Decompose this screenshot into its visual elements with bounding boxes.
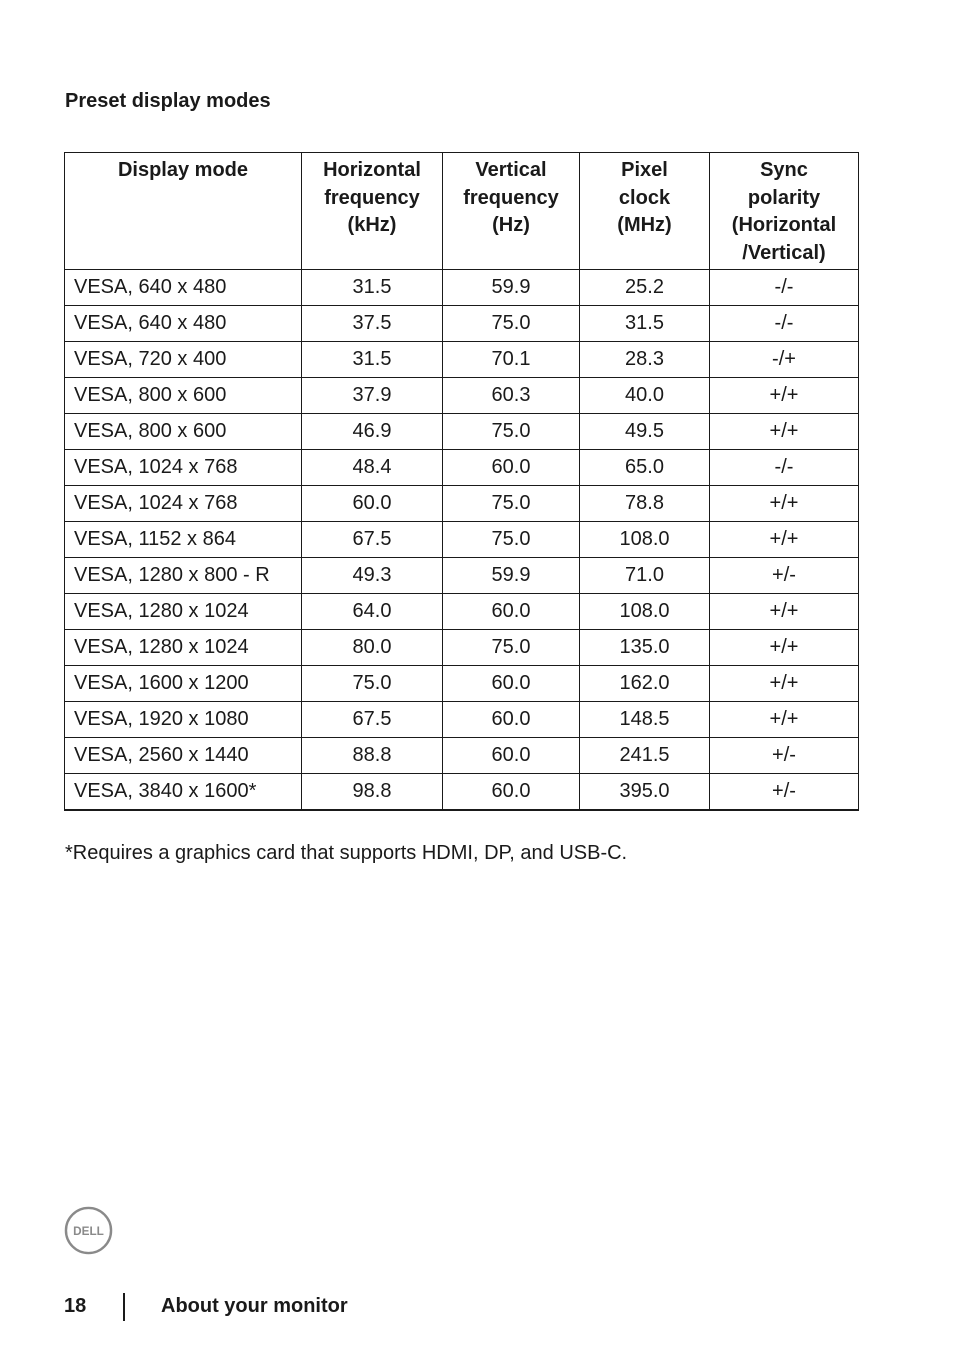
cell-display-mode: VESA, 640 x 480 xyxy=(65,270,302,306)
cell-pixel-clock: 65.0 xyxy=(580,450,710,486)
cell-sync-polarity: +/- xyxy=(710,558,859,594)
cell-horizontal-frequency: 88.8 xyxy=(302,738,443,774)
cell-horizontal-frequency: 46.9 xyxy=(302,414,443,450)
cell-display-mode: VESA, 720 x 400 xyxy=(65,342,302,378)
cell-sync-polarity: +/+ xyxy=(710,702,859,738)
cell-horizontal-frequency: 80.0 xyxy=(302,630,443,666)
cell-display-mode: VESA, 1280 x 1024 xyxy=(65,594,302,630)
table-row xyxy=(65,702,859,738)
table-row xyxy=(65,378,859,414)
cell-pixel-clock: 49.5 xyxy=(580,414,710,450)
cell-sync-polarity: +/- xyxy=(710,774,859,810)
table-row xyxy=(65,558,859,594)
cell-pixel-clock: 148.5 xyxy=(580,702,710,738)
cell-vertical-frequency: 60.0 xyxy=(443,594,580,630)
footer-divider xyxy=(123,1293,125,1321)
cell-sync-polarity: -/+ xyxy=(710,342,859,378)
cell-pixel-clock: 28.3 xyxy=(580,342,710,378)
cell-display-mode: VESA, 1280 x 1024 xyxy=(65,630,302,666)
cell-horizontal-frequency: 64.0 xyxy=(302,594,443,630)
cell-sync-polarity: -/- xyxy=(710,270,859,306)
table-row xyxy=(65,342,859,378)
cell-horizontal-frequency: 37.9 xyxy=(302,378,443,414)
cell-pixel-clock: 78.8 xyxy=(580,486,710,522)
header-line: clock xyxy=(618,186,671,209)
cell-sync-polarity: +/- xyxy=(710,738,859,774)
cell-sync-polarity: +/+ xyxy=(710,666,859,702)
cell-vertical-frequency: 60.3 xyxy=(443,378,580,414)
table-header-row xyxy=(65,153,859,270)
cell-pixel-clock: 135.0 xyxy=(580,630,710,666)
cell-sync-polarity: -/- xyxy=(710,306,859,342)
cell-pixel-clock: 71.0 xyxy=(580,558,710,594)
table-row xyxy=(65,450,859,486)
svg-text:DELL: DELL xyxy=(73,1224,104,1238)
cell-pixel-clock: 108.0 xyxy=(580,522,710,558)
table-row xyxy=(65,594,859,630)
cell-sync-polarity: +/+ xyxy=(710,522,859,558)
header-line: (Hz) xyxy=(492,214,530,236)
cell-pixel-clock: 108.0 xyxy=(580,594,710,630)
cell-display-mode: VESA, 1920 x 1080 xyxy=(65,702,302,738)
cell-display-mode: VESA, 800 x 600 xyxy=(65,414,302,450)
table-row xyxy=(65,270,859,306)
cell-vertical-frequency: 59.9 xyxy=(443,270,580,306)
cell-vertical-frequency: 75.0 xyxy=(443,306,580,342)
header-sync-polarity xyxy=(710,153,859,270)
cell-sync-polarity: +/+ xyxy=(710,414,859,450)
cell-pixel-clock: 31.5 xyxy=(580,306,710,342)
cell-horizontal-frequency: 98.8 xyxy=(302,774,443,810)
header-line: polarity xyxy=(747,186,821,209)
table-row xyxy=(65,306,859,342)
header-line: (kHz) xyxy=(347,214,397,236)
cell-horizontal-frequency: 31.5 xyxy=(302,342,443,378)
header-line: /Vertical) xyxy=(742,241,826,264)
header-display-mode xyxy=(65,153,302,270)
cell-pixel-clock: 25.2 xyxy=(580,270,710,306)
cell-vertical-frequency: 60.0 xyxy=(443,774,580,810)
table-row xyxy=(65,738,859,774)
footnote: *Requires a graphics card that supports HDMI, DP, and USB-C. xyxy=(65,842,628,864)
table-row xyxy=(65,666,859,702)
header-line: Sync xyxy=(760,159,808,181)
cell-pixel-clock: 40.0 xyxy=(580,378,710,414)
page-number: 18 xyxy=(64,1295,87,1317)
table-row xyxy=(65,486,859,522)
header-pixel-clock xyxy=(580,153,710,270)
preset-display-modes-table xyxy=(64,152,859,811)
cell-pixel-clock: 162.0 xyxy=(580,666,710,702)
cell-pixel-clock: 395.0 xyxy=(580,774,710,810)
cell-vertical-frequency: 60.0 xyxy=(443,738,580,774)
header-line: Pixel xyxy=(621,159,668,181)
cell-horizontal-frequency: 48.4 xyxy=(302,450,443,486)
cell-vertical-frequency: 75.0 xyxy=(443,486,580,522)
cell-vertical-frequency: 59.9 xyxy=(443,558,580,594)
cell-sync-polarity: +/+ xyxy=(710,594,859,630)
cell-display-mode: VESA, 640 x 480 xyxy=(65,306,302,342)
cell-horizontal-frequency: 67.5 xyxy=(302,522,443,558)
cell-sync-polarity: +/+ xyxy=(710,378,859,414)
cell-horizontal-frequency: 49.3 xyxy=(302,558,443,594)
cell-sync-polarity: +/+ xyxy=(710,630,859,666)
cell-horizontal-frequency: 75.0 xyxy=(302,666,443,702)
cell-horizontal-frequency: 37.5 xyxy=(302,306,443,342)
cell-vertical-frequency: 70.1 xyxy=(443,342,580,378)
cell-vertical-frequency: 75.0 xyxy=(443,630,580,666)
cell-vertical-frequency: 75.0 xyxy=(443,414,580,450)
header-line: (MHz) xyxy=(617,214,672,236)
cell-vertical-frequency: 60.0 xyxy=(443,450,580,486)
dell-logo-icon xyxy=(64,1206,113,1255)
cell-pixel-clock: 241.5 xyxy=(580,738,710,774)
cell-horizontal-frequency: 60.0 xyxy=(302,486,443,522)
cell-sync-polarity: -/- xyxy=(710,450,859,486)
header-vertical-frequency xyxy=(443,153,580,270)
table-row xyxy=(65,630,859,666)
header-line: Vertical xyxy=(475,159,547,181)
cell-display-mode: VESA, 3840 x 1600* xyxy=(65,774,302,810)
cell-display-mode: VESA, 1280 x 800 - R xyxy=(65,558,302,594)
table-row xyxy=(65,774,859,810)
cell-display-mode: VESA, 1024 x 768 xyxy=(65,450,302,486)
header-line: frequency xyxy=(463,186,559,209)
section-title: About your monitor xyxy=(161,1295,348,1317)
cell-display-mode: VESA, 1024 x 768 xyxy=(65,486,302,522)
header-line: frequency xyxy=(324,186,420,209)
header-line: Horizontal xyxy=(323,159,421,181)
cell-horizontal-frequency: 67.5 xyxy=(302,702,443,738)
cell-vertical-frequency: 75.0 xyxy=(443,522,580,558)
header-line: Display mode xyxy=(117,159,249,181)
table-row xyxy=(65,522,859,558)
section-heading: Preset display modes xyxy=(65,90,271,112)
table-row xyxy=(65,414,859,450)
cell-horizontal-frequency: 31.5 xyxy=(302,270,443,306)
header-horizontal-frequency xyxy=(302,153,443,270)
cell-vertical-frequency: 60.0 xyxy=(443,666,580,702)
cell-vertical-frequency: 60.0 xyxy=(443,702,580,738)
cell-display-mode: VESA, 1152 x 864 xyxy=(65,522,302,558)
cell-display-mode: VESA, 800 x 600 xyxy=(65,378,302,414)
cell-display-mode: VESA, 1600 x 1200 xyxy=(65,666,302,702)
header-line: (Horizontal xyxy=(731,214,837,236)
cell-sync-polarity: +/+ xyxy=(710,486,859,522)
cell-display-mode: VESA, 2560 x 1440 xyxy=(65,738,302,774)
